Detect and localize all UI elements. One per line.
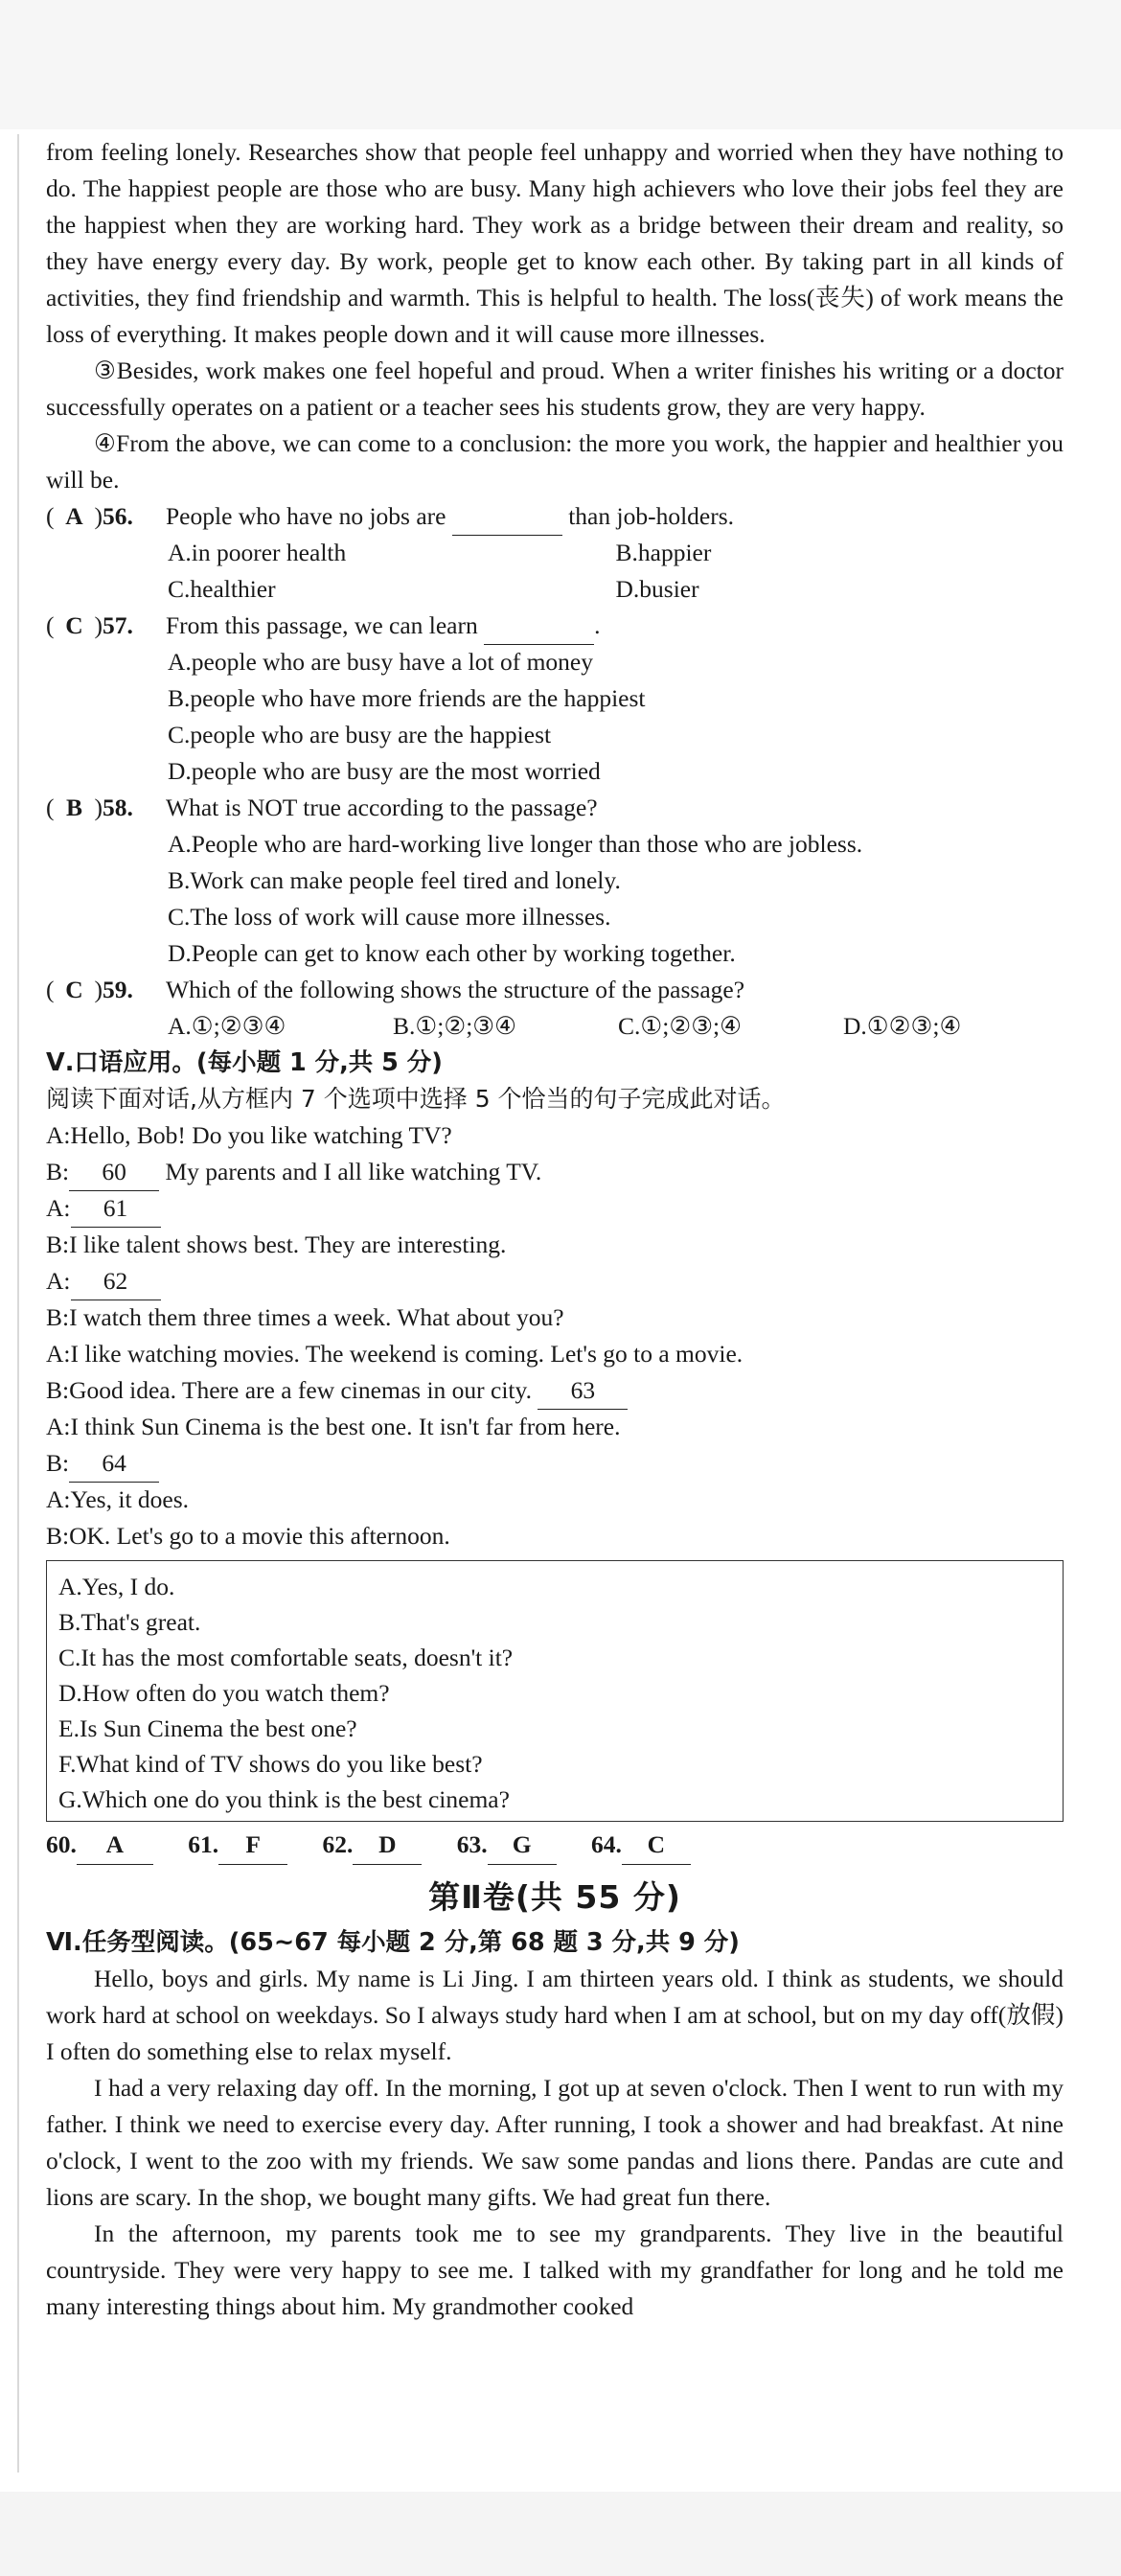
- option-d: D.busier: [615, 575, 699, 603]
- option-c: C.The loss of work will cause more illnesses.: [168, 903, 611, 931]
- answer-value: D: [353, 1826, 422, 1865]
- option-a: A.①;②③④: [168, 1012, 286, 1040]
- question-57: [46, 608, 1064, 644]
- answer-bracket: ( C )57.: [46, 608, 166, 644]
- speaker: B:: [46, 1230, 70, 1258]
- box-option-b: B.That's great.: [58, 1608, 201, 1636]
- answer-row: [46, 1826, 1064, 1865]
- answer-mark: B: [65, 794, 82, 821]
- option-b: B.Work can make people feel tired and lonely.: [168, 866, 621, 894]
- option-d: D.people who are busy are the most worried: [168, 757, 601, 785]
- speaker: A:: [46, 1485, 71, 1513]
- box-option-e: E.Is Sun Cinema the best one?: [58, 1714, 357, 1742]
- answer-label: 60.: [46, 1830, 77, 1858]
- dialogue-text: I like talent shows best. They are interesting.: [69, 1230, 507, 1258]
- answer-label: 64.: [591, 1830, 622, 1858]
- speaker: A:: [46, 1340, 71, 1368]
- dialogue-text: Yes, it does.: [70, 1485, 190, 1513]
- dialogue-line: [46, 1190, 1064, 1227]
- box-option-c: C.It has the most comfortable seats, doesn't it?: [58, 1644, 514, 1671]
- speaker: B:: [46, 1522, 70, 1550]
- question-number: 58.: [103, 794, 133, 821]
- dialogue-line: [46, 1372, 1064, 1409]
- question-number: 59.: [103, 976, 133, 1003]
- blank-60: 60: [69, 1154, 159, 1191]
- dialogue-line: [46, 1518, 1064, 1554]
- option-b: B.①;②;③④: [393, 1012, 516, 1040]
- blank-64: 64: [69, 1445, 159, 1483]
- box-option-f: F.What kind of TV shows do you like best?: [58, 1750, 483, 1778]
- blank-line: [484, 608, 594, 645]
- dialogue-line: [46, 1445, 1064, 1482]
- speaker: A:: [46, 1194, 71, 1222]
- option-c: C.healthier: [168, 575, 276, 603]
- options-row: [46, 535, 1064, 571]
- dialogue-line: [46, 1117, 1064, 1154]
- blank-62: 62: [71, 1263, 161, 1300]
- page-edge: [17, 134, 19, 2472]
- question-stem-end: .: [594, 611, 601, 639]
- option-a: A.people who are busy have a lot of money: [168, 648, 593, 676]
- speaker: B:: [46, 1158, 70, 1185]
- speaker: B:: [46, 1376, 70, 1404]
- section-6-title: Ⅵ.任务型阅读。(65~67 每小题 2 分,第 68 题 3 分,共 9 分): [46, 1928, 740, 1957]
- dialogue: [46, 1117, 1064, 1554]
- question-stem-end: than job-holders.: [568, 502, 735, 530]
- dialogue-text: I think Sun Cinema is the best one. It isn't far from here.: [70, 1413, 621, 1440]
- blank-line: [452, 498, 562, 536]
- dialogue-text: I watch them three times a week. What about you?: [69, 1303, 564, 1331]
- section-6-paragraph-3: In the afternoon, my parents took me to see my grandparents. They live in the beautiful countryside. They were very happy to see me. I talked with my grandfather for long and he told me many interesting things about him. My grandmother cooked: [46, 2220, 1064, 2320]
- answer-bracket: ( A )56.: [46, 498, 166, 535]
- volume-title: 第Ⅱ卷(共 55 分): [428, 1878, 681, 1916]
- passage-paragraph-2: from feeling lonely. Researches show that people feel unhappy and worried when they have nothing to do. The happiest people are those who are busy. Many high achievers who love their jobs feel they are the happiest when they are working hard. They work as a bridge between their dream and reality, so they have energy every day. By work, people get to know each other. By taking part in all kinds of activities, they find friendship and warmth. This is helpful to health. The loss(丧失) of work means the loss of everything. It makes people down and it will cause more illnesses.: [46, 138, 1064, 348]
- answer-label: 61.: [188, 1830, 219, 1858]
- options-row: [46, 1008, 1064, 1045]
- dialogue-line: [46, 1482, 1064, 1518]
- answer-label: 63.: [456, 1830, 488, 1858]
- box-option-d: D.How often do you watch them?: [58, 1679, 390, 1707]
- section-5-title: Ⅴ.口语应用。(每小题 1 分,共 5 分): [46, 1048, 443, 1077]
- dialogue-text: My parents and I all like watching TV.: [165, 1158, 542, 1185]
- speaker: B:: [46, 1449, 70, 1477]
- speaker: A:: [46, 1267, 71, 1295]
- blank-63: 63: [538, 1372, 628, 1410]
- question-number: 57.: [103, 611, 133, 639]
- answer-bracket: ( B )58.: [46, 790, 166, 826]
- document-content: [46, 134, 1064, 2325]
- question-stem: What is NOT true according to the passage?: [166, 794, 598, 821]
- answer-value: G: [488, 1826, 557, 1865]
- question-number: 56.: [103, 502, 133, 530]
- dialogue-line: [46, 1336, 1064, 1372]
- speaker: A:: [46, 1413, 71, 1440]
- answer-label: 62.: [322, 1830, 354, 1858]
- answer-value: A: [77, 1826, 153, 1865]
- option-b: B.happier: [615, 539, 712, 566]
- dialogue-line: [46, 1409, 1064, 1445]
- option-d: D.①②③;④: [843, 1012, 962, 1040]
- option-d: D.People can get to know each other by working together.: [168, 939, 736, 967]
- answer-mark: C: [65, 976, 83, 1003]
- option-a: A.in poorer health: [168, 539, 347, 566]
- speaker: B:: [46, 1303, 70, 1331]
- option-a: A.People who are hard-working live longer than those who are jobless.: [168, 830, 863, 858]
- bottom-margin: [0, 2492, 1121, 2576]
- answer-value: C: [622, 1826, 691, 1865]
- answer-mark: C: [65, 611, 83, 639]
- section-6-paragraph-2: I had a very relaxing day off. In the morning, I got up at seven o'clock. Then I went to run with my father. I think we need to exercise every day. After running, I took a shower and had breakfast. At nine o'clock, I went to the zoo with my friends. We saw some pandas and lions there. Pandas are cute and lions are scary. In the shop, we bought many gifts. We had great fun there.: [46, 2074, 1064, 2211]
- dialogue-line: [46, 1154, 1064, 1190]
- answer-value: F: [218, 1826, 287, 1865]
- option-c: C.①;②③;④: [618, 1012, 742, 1040]
- top-margin: [0, 0, 1121, 129]
- dialogue-line: [46, 1227, 1064, 1263]
- option-c: C.people who are busy are the happiest: [168, 721, 552, 748]
- blank-61: 61: [71, 1190, 161, 1228]
- options-box: [46, 1560, 1064, 1822]
- dialogue-text: Good idea. There are a few cinemas in our city.: [69, 1376, 532, 1404]
- dialogue-text: OK. Let's go to a movie this afternoon.: [69, 1522, 450, 1550]
- answer-mark: A: [65, 502, 83, 530]
- box-option-g: G.Which one do you think is the best cinema?: [58, 1785, 510, 1813]
- answer-bracket: ( C )59.: [46, 972, 166, 1008]
- question-stem: Which of the following shows the structure of the passage?: [166, 976, 745, 1003]
- passage-paragraph-4: ④From the above, we can come to a conclusion: the more you work, the happier and healthier you will be.: [46, 429, 1064, 494]
- box-option-a: A.Yes, I do.: [58, 1573, 175, 1600]
- section-5-instruction: 阅读下面对话,从方框内 7 个选项中选择 5 个恰当的句子完成此对话。: [46, 1085, 786, 1113]
- option-b: B.people who have more friends are the happiest: [168, 684, 646, 712]
- speaker: A:: [46, 1121, 71, 1149]
- question-58: [46, 790, 1064, 826]
- options-row: [46, 571, 1064, 608]
- question-59: [46, 972, 1064, 1008]
- dialogue-text: Hello, Bob! Do you like watching TV?: [70, 1121, 452, 1149]
- question-stem: From this passage, we can learn: [166, 611, 478, 639]
- dialogue-line: [46, 1300, 1064, 1336]
- dialogue-line: [46, 1263, 1064, 1300]
- dialogue-text: I like watching movies. The weekend is coming. Let's go to a movie.: [70, 1340, 744, 1368]
- section-6-paragraph-1: Hello, boys and girls. My name is Li Jing. I am thirteen years old. I think as students, we should work hard at school on weekdays. So I always study hard when I am at school, but on my day off(放假) I often do something else to relax myself.: [46, 1965, 1064, 2065]
- question-stem: People who have no jobs are: [166, 502, 446, 530]
- passage-paragraph-3: ③Besides, work makes one feel hopeful and proud. When a writer finishes his writing or a doctor successfully operates on a patient or a teacher sees his students grow, they are very happy.: [46, 356, 1064, 421]
- question-56: [46, 498, 1064, 535]
